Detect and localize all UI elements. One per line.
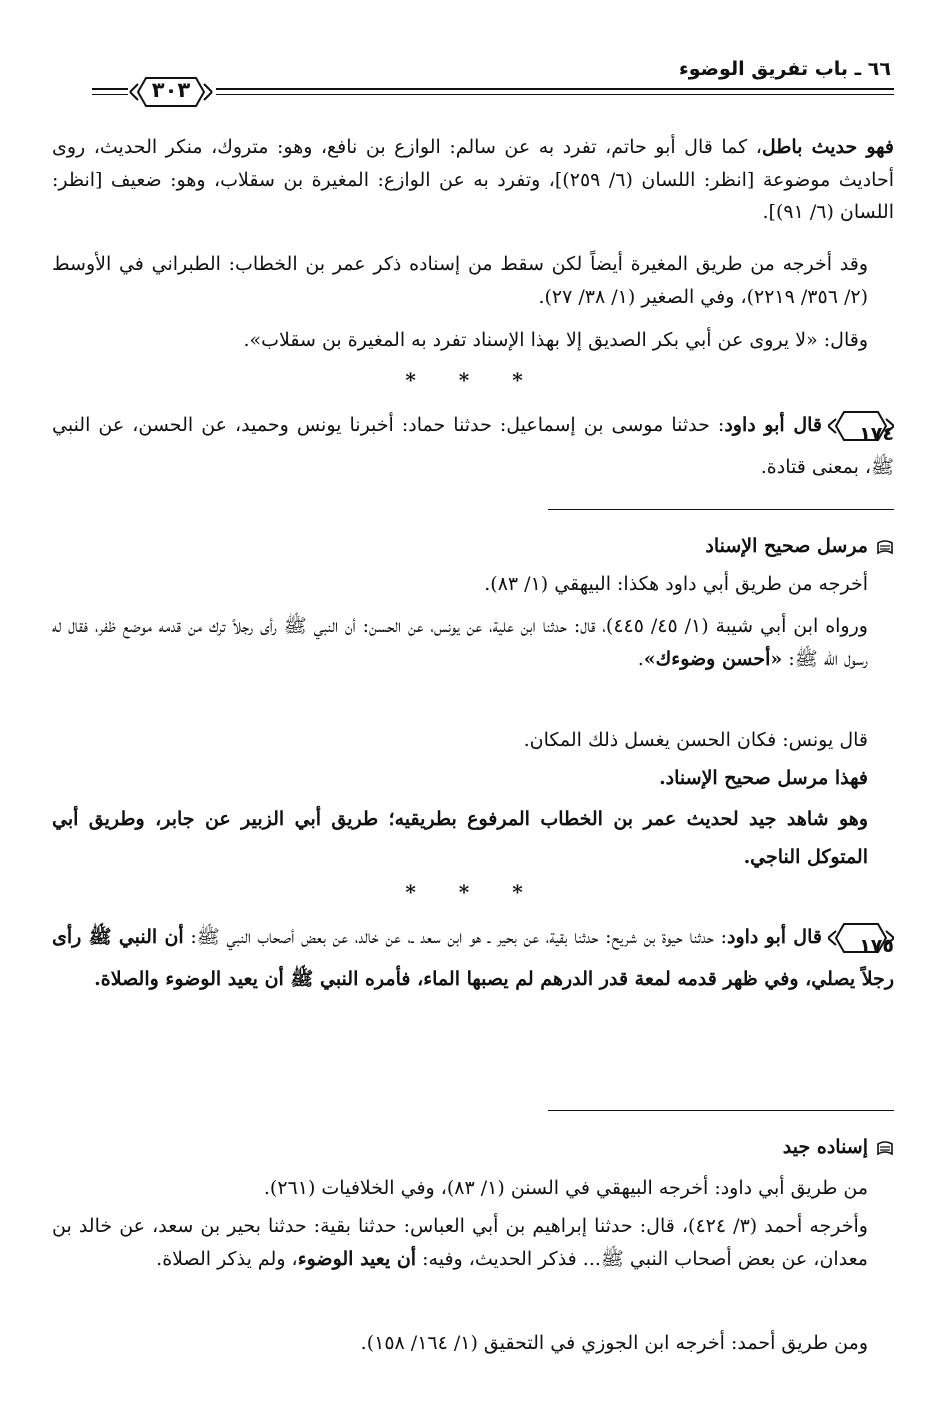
paragraph-text: ، ولم يذكر الصلاة. [156,1247,298,1270]
paragraph-block1-3 [52,324,868,357]
separator-stars: * * * [405,368,541,392]
paragraph-s1-2 [52,610,868,675]
chapter-title: ٦٦ ـ باب تفريق الوضوء [679,58,891,80]
header-rule-left [92,88,128,90]
paragraph-s2-1 [52,1172,868,1205]
header-rule-left-thin [92,94,128,95]
lead-bold: فهو حديث باطل [761,136,894,158]
paragraph-block1-2 [52,248,868,313]
separator-stars: * * * [405,880,541,904]
paragraph-text: وقال: «لا يروى عن أبي بكر الصديق إلا بهذا الإسناد تفرد به المغيرة بن سقلاب». [243,329,868,351]
section-rule [548,509,894,510]
paragraph-s1-4 [52,762,868,795]
hadith-text: : حدثنا موسى بن إسماعيل: حدثنا حماد: أخبرنا يونس وحميد، عن الحسن، عن النبي ﷺ، بمعنى قتادة. [52,414,894,478]
hadith-lead: قال أبو داود [724,414,822,436]
hadith-matn-bold: أن النبي ﷺ رأى رجلاً يصلي، وفي ظهر قدمه لمعة قدر الدرهم لم يصبها الماء، فأمره النبي ﷺ أن يعيد الوضوء والصلاة. [52,926,894,990]
section-heading-text: إسناده جيد [782,1136,868,1158]
hadith-number-badge [828,920,894,956]
book-icon [876,539,894,555]
paragraph-text: وقد أخرجه من طريق المغيرة أيضاً لكن سقط من إسناده ذكر عمر بن الخطاب: الطبراني في الأوسط (٢/ ٣٥٦/ ٢٢١٩)، وفي الصغير (١/ ٣٨/ ٢٧). [52,253,868,308]
paragraph-text: وهو شاهد جيد لحديث عمر بن الخطاب المرفوع بطريقيه؛ طريق أبي الزبير عن جابر، وطريق أبي المتوكل الناجي. [52,808,868,868]
paragraph-text: وأخرجه أحمد (٣/ ٤٢٤)، قال: حدثنا إبراهيم بن أبي العباس: حدثنا بقية: حدثنا بحير بن سعد، عن خالد بن معدان، عن بعض أصحاب النبي ﷺ... فذكر الحديث، وفيه: [52,1215,868,1270]
paragraph-s2-2 [52,1210,868,1275]
section-rule [548,1110,894,1111]
hadith-175 [52,916,894,1000]
paragraph-text: قال يونس: فكان الحسن يغسل ذلك المكان. [523,729,868,751]
paragraph-block1-1 [52,131,894,229]
header-rule-right [216,88,894,90]
paragraph-text: ورواه ابن أبي شيبة (١/ ٤٥/ ٤٤٥)، قال: حدثنا ابن علية، عن يونس، عن الحسن: أن النبي ﷺ رأى رجلاً ترك من قدمه موضع ظفر، فقال له رسول الله ﷺ: [52,615,868,670]
paragraph-s1-3 [52,724,868,757]
book-icon [876,1140,894,1156]
page-number-badge [128,74,214,110]
page-number: ٣٠٣ [151,78,191,102]
paragraph-s1-5 [52,800,868,876]
paragraph-text: من طريق أبي داود: أخرجه البيهقي في السنن (١/ ٨٣)، وفي الخلافيات (٢٦١). [263,1177,868,1199]
hadith-number: ١٧٤ [859,423,894,445]
hadith-174 [52,404,894,488]
hadith-number-badge [828,408,894,444]
emphasis-bold: أن يعيد الوضوء [297,1247,417,1270]
paragraph-s1-1 [52,568,868,601]
paragraph-text: فهذا مرسل صحيح الإسناد. [659,767,868,789]
header-rule-right-thin [216,94,894,95]
hadith-number: ١٧٥ [859,935,894,957]
paragraph-text: . [637,647,644,670]
paragraph-text: أخرجه من طريق أبي داود هكذا: البيهقي (١/ ٨٣). [484,573,868,595]
section-heading-text: مرسل صحيح الإسناد [705,535,868,557]
hadith-lead: قال أبو داود [727,926,822,948]
paragraph-text: ، كما قال أبو حاتم، تفرد به عن سالم: الوازع بن نافع، وهو: متروك، منكر الحديث، روى أحاديث موضوعة [انظر: اللسان (٦/ ٢٥٩)]، وتفرد به عن الوازع: المغيرة بن سقلاب، وهو: ضعيف [انظر: اللسان (٦/ ٩١)]. [52,136,894,223]
paragraph-text: ومن طريق أحمد: أخرجه ابن الجوزي في التحقيق (١/ ١٦٤/ ١٥٨). [360,1332,868,1354]
hadith-text: : حدثنا حيوة بن شريح: حدثنا بقية، عن بحير ـ هو ابن سعد ـ، عن خالد، عن بعض أصحاب النبي ﷺ: [183,926,728,948]
section-heading [783,1136,894,1158]
quote-bold: «أحسن وضوءك» [643,647,783,670]
paragraph-s2-3 [52,1327,868,1360]
section-heading [705,535,894,557]
